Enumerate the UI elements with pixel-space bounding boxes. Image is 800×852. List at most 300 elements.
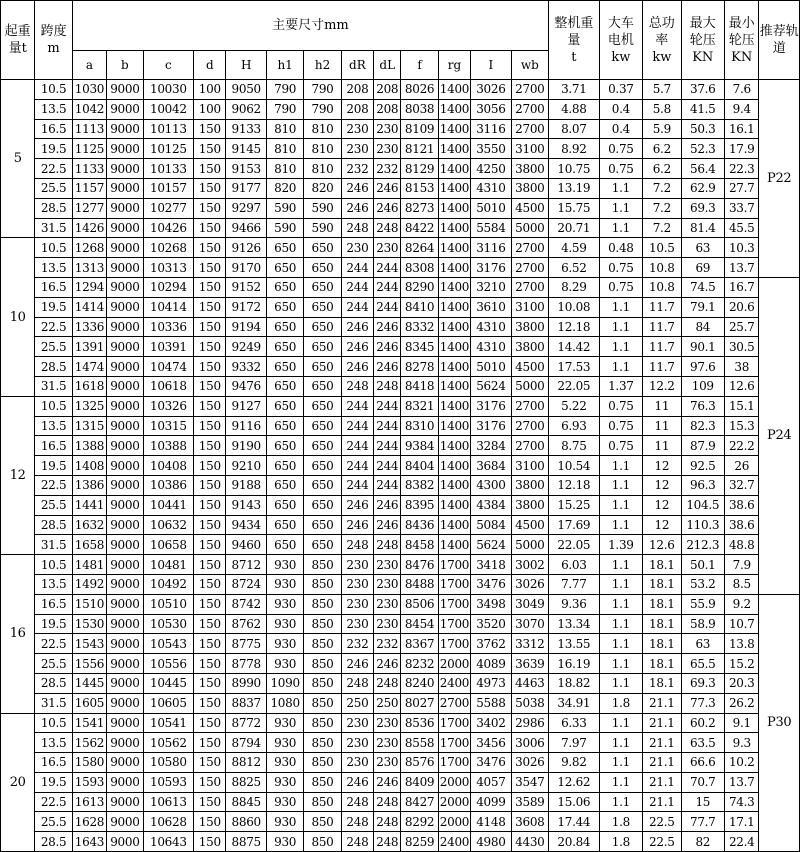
- table-cell: 30.5: [725, 337, 759, 357]
- table-row: [1, 277, 800, 297]
- table-cell: 1.1: [599, 515, 642, 535]
- table-cell: 1.1: [599, 198, 642, 218]
- table-cell: 7.97: [549, 733, 600, 753]
- table-cell: 1388: [72, 436, 106, 456]
- table-cell: 26.2: [725, 693, 759, 713]
- table-cell: 10.5: [643, 238, 681, 258]
- table-cell: 9126: [226, 238, 266, 258]
- table-cell: 22.4: [725, 832, 759, 852]
- col-header-motor: [599, 1, 642, 80]
- table-cell: 650: [266, 258, 303, 278]
- table-cell: 246: [374, 515, 401, 535]
- table-cell: 8332: [401, 317, 438, 337]
- capacity-cell: 12: [1, 396, 35, 554]
- table-cell: 18.82: [549, 673, 600, 693]
- table-cell: 1.1: [599, 654, 642, 674]
- table-cell: 650: [266, 297, 303, 317]
- table-cell: 1530: [72, 614, 106, 634]
- table-cell: 246: [341, 654, 373, 674]
- table-cell: 22.5: [643, 812, 681, 832]
- table-cell: 10605: [143, 693, 194, 713]
- table-cell: 0.75: [599, 159, 642, 179]
- table-cell: 248: [341, 218, 373, 238]
- table-cell: 1400: [438, 277, 470, 297]
- table-cell: 150: [194, 139, 226, 159]
- table-cell: 930: [266, 654, 303, 674]
- table-cell: 9000: [107, 436, 143, 456]
- sub-header-a: a: [72, 51, 106, 80]
- table-cell: 10658: [143, 535, 194, 555]
- table-body: [1, 80, 800, 852]
- table-cell: 87.9: [681, 436, 724, 456]
- table-cell: 650: [304, 238, 341, 258]
- table-cell: 1113: [72, 119, 106, 139]
- table-cell: 3550: [471, 139, 511, 159]
- table-cell: 150: [194, 555, 226, 575]
- table-cell: 1580: [72, 753, 106, 773]
- table-cell: 1400: [438, 119, 470, 139]
- table-cell: 109: [681, 376, 724, 396]
- table-cell: 150: [194, 654, 226, 674]
- table-cell: 244: [374, 297, 401, 317]
- table-cell: 810: [266, 119, 303, 139]
- table-cell: 74.5: [681, 277, 724, 297]
- table-cell: 1492: [72, 574, 106, 594]
- col-header-span: [35, 1, 72, 80]
- table-cell: 22.5: [643, 832, 681, 852]
- table-cell: 1618: [72, 376, 106, 396]
- table-cell: 8240: [401, 673, 438, 693]
- table-cell: 248: [374, 792, 401, 812]
- table-cell: 11: [643, 416, 681, 436]
- table-cell: 230: [341, 614, 373, 634]
- table-row: [1, 456, 800, 476]
- table-cell: 10.5: [35, 80, 72, 100]
- table-cell: 150: [194, 396, 226, 416]
- table-cell: 150: [194, 475, 226, 495]
- table-cell: 2700: [511, 238, 548, 258]
- table-cell: 230: [341, 238, 373, 258]
- table-cell: 8026: [401, 80, 438, 100]
- table-cell: 8845: [226, 792, 266, 812]
- table-cell: 650: [304, 436, 341, 456]
- table-cell: 3800: [511, 159, 548, 179]
- table-cell: 28.5: [35, 357, 72, 377]
- table-cell: 5.8: [643, 99, 681, 119]
- table-cell: 22.5: [35, 634, 72, 654]
- table-cell: 3100: [511, 297, 548, 317]
- table-cell: 18.1: [643, 673, 681, 693]
- table-row: [1, 198, 800, 218]
- table-cell: 0.75: [599, 436, 642, 456]
- table-cell: 8129: [401, 159, 438, 179]
- table-cell: 810: [266, 139, 303, 159]
- table-cell: 1628: [72, 812, 106, 832]
- table-cell: 13.5: [35, 574, 72, 594]
- capacity-cell: 16: [1, 555, 35, 713]
- table-cell: 2700: [511, 416, 548, 436]
- table-cell: 930: [266, 792, 303, 812]
- table-cell: 11.7: [643, 337, 681, 357]
- table-cell: 208: [374, 99, 401, 119]
- table-cell: 1400: [438, 416, 470, 436]
- table-cell: 8772: [226, 713, 266, 733]
- table-cell: 8027: [401, 693, 438, 713]
- table-cell: 930: [266, 832, 303, 852]
- table-cell: 9000: [107, 139, 143, 159]
- table-cell: 63: [681, 634, 724, 654]
- table-cell: 230: [374, 555, 401, 575]
- table-cell: 650: [266, 238, 303, 258]
- table-cell: 16.5: [35, 436, 72, 456]
- table-cell: 10474: [143, 357, 194, 377]
- table-cell: 8395: [401, 495, 438, 515]
- table-cell: 26: [725, 456, 759, 476]
- table-cell: 930: [266, 733, 303, 753]
- table-cell: 4500: [511, 198, 548, 218]
- table-cell: 150: [194, 159, 226, 179]
- table-cell: 45.5: [725, 218, 759, 238]
- table-cell: 1.1: [599, 713, 642, 733]
- table-cell: 1556: [72, 654, 106, 674]
- table-cell: 13.34: [549, 614, 600, 634]
- table-cell: 22.3: [725, 159, 759, 179]
- table-cell: 2400: [438, 673, 470, 693]
- table-cell: 0.75: [599, 139, 642, 159]
- table-cell: 250: [341, 693, 373, 713]
- table-cell: 930: [266, 713, 303, 733]
- table-cell: 9000: [107, 416, 143, 436]
- table-cell: 10613: [143, 792, 194, 812]
- table-cell: 246: [374, 198, 401, 218]
- power-label: 总功率: [648, 15, 675, 48]
- table-cell: 12.18: [549, 317, 600, 337]
- table-cell: 9177: [226, 178, 266, 198]
- min-wheel-unit: KN: [731, 49, 753, 65]
- table-cell: 248: [374, 535, 401, 555]
- table-cell: 74.3: [725, 792, 759, 812]
- table-cell: 1658: [72, 535, 106, 555]
- table-cell: 1386: [72, 475, 106, 495]
- table-cell: 1593: [72, 772, 106, 792]
- table-cell: 10268: [143, 238, 194, 258]
- table-row: [1, 713, 800, 733]
- table-cell: 650: [304, 277, 341, 297]
- table-row: [1, 535, 800, 555]
- table-cell: 3684: [471, 456, 511, 476]
- table-cell: 8875: [226, 832, 266, 852]
- table-cell: 650: [304, 337, 341, 357]
- table-cell: 0.4: [599, 99, 642, 119]
- table-cell: 1400: [438, 535, 470, 555]
- table-cell: 10562: [143, 733, 194, 753]
- table-cell: 8724: [226, 574, 266, 594]
- table-cell: 9000: [107, 357, 143, 377]
- table-cell: 6.2: [643, 139, 681, 159]
- table-cell: 3800: [511, 475, 548, 495]
- table-cell: 82.3: [681, 416, 724, 436]
- table-cell: 8436: [401, 515, 438, 535]
- table-cell: 1.1: [599, 218, 642, 238]
- table-cell: 13.55: [549, 634, 600, 654]
- table-cell: 9000: [107, 634, 143, 654]
- table-cell: 15.25: [549, 495, 600, 515]
- table-cell: 790: [304, 80, 341, 100]
- table-cell: 650: [266, 337, 303, 357]
- table-cell: 244: [374, 456, 401, 476]
- table-cell: 76.3: [681, 396, 724, 416]
- table-row: [1, 119, 800, 139]
- table-cell: 21.1: [643, 792, 681, 812]
- table-row: [1, 515, 800, 535]
- table-cell: 4310: [471, 178, 511, 198]
- table-cell: 9152: [226, 277, 266, 297]
- table-cell: 1400: [438, 80, 470, 100]
- table-cell: 650: [304, 456, 341, 476]
- table-cell: 3176: [471, 396, 511, 416]
- table-cell: 3.71: [549, 80, 600, 100]
- table-cell: 15.3: [725, 416, 759, 436]
- table-cell: 18.1: [643, 555, 681, 575]
- table-cell: 8558: [401, 733, 438, 753]
- table-cell: 248: [341, 832, 373, 852]
- table-cell: 22.5: [35, 317, 72, 337]
- table-cell: 10593: [143, 772, 194, 792]
- table-row: [1, 574, 800, 594]
- table-cell: 4250: [471, 159, 511, 179]
- table-cell: 8506: [401, 594, 438, 614]
- table-cell: 22.05: [549, 535, 600, 555]
- table-cell: 1268: [72, 238, 106, 258]
- table-cell: 1400: [438, 258, 470, 278]
- table-cell: 232: [374, 159, 401, 179]
- table-cell: 12: [643, 475, 681, 495]
- table-cell: 9143: [226, 495, 266, 515]
- table-cell: 1700: [438, 733, 470, 753]
- table-cell: 930: [266, 614, 303, 634]
- table-cell: 9000: [107, 178, 143, 198]
- table-cell: 3498: [471, 594, 511, 614]
- table-cell: 38: [725, 357, 759, 377]
- table-cell: 100: [194, 99, 226, 119]
- table-cell: 150: [194, 297, 226, 317]
- header-row-top: [1, 1, 800, 51]
- table-cell: 650: [304, 357, 341, 377]
- table-cell: 25.5: [35, 495, 72, 515]
- table-cell: 10386: [143, 475, 194, 495]
- table-cell: 650: [304, 396, 341, 416]
- table-cell: 1325: [72, 396, 106, 416]
- table-cell: 2700: [511, 396, 548, 416]
- table-cell: 1.1: [599, 634, 642, 654]
- table-cell: 5624: [471, 535, 511, 555]
- table-cell: 1400: [438, 99, 470, 119]
- table-cell: 9000: [107, 594, 143, 614]
- table-cell: 2700: [511, 80, 548, 100]
- table-cell: 810: [266, 159, 303, 179]
- table-row: [1, 416, 800, 436]
- table-row: [1, 218, 800, 238]
- table-cell: 650: [266, 416, 303, 436]
- table-row: [1, 792, 800, 812]
- table-cell: 1605: [72, 693, 106, 713]
- table-cell: 650: [266, 535, 303, 555]
- table-cell: 10.8: [643, 258, 681, 278]
- table-cell: 1700: [438, 753, 470, 773]
- table-cell: 31.5: [35, 693, 72, 713]
- table-cell: 246: [374, 495, 401, 515]
- table-row: [1, 337, 800, 357]
- table-cell: 25.7: [725, 317, 759, 337]
- table-cell: 790: [266, 99, 303, 119]
- table-row: [1, 436, 800, 456]
- table-cell: 10632: [143, 515, 194, 535]
- table-cell: 244: [341, 297, 373, 317]
- table-cell: 9000: [107, 376, 143, 396]
- table-cell: 5588: [471, 693, 511, 713]
- table-cell: 3026: [511, 574, 548, 594]
- table-cell: 590: [266, 218, 303, 238]
- table-cell: 850: [304, 772, 341, 792]
- table-cell: 15.06: [549, 792, 600, 812]
- table-cell: 25.5: [35, 337, 72, 357]
- col-header-rail: 推荐轨道: [759, 1, 800, 80]
- table-cell: 850: [304, 733, 341, 753]
- table-cell: 14.42: [549, 337, 600, 357]
- table-cell: 18.1: [643, 614, 681, 634]
- table-cell: 10391: [143, 337, 194, 357]
- table-cell: 15.75: [549, 198, 600, 218]
- table-cell: 1543: [72, 634, 106, 654]
- table-cell: 150: [194, 456, 226, 476]
- table-cell: 150: [194, 634, 226, 654]
- table-cell: 10326: [143, 396, 194, 416]
- table-cell: 19.5: [35, 456, 72, 476]
- table-cell: 244: [341, 416, 373, 436]
- table-cell: 3002: [511, 555, 548, 575]
- table-cell: 9.36: [549, 594, 600, 614]
- table-cell: 11.7: [643, 297, 681, 317]
- table-cell: 16.5: [35, 594, 72, 614]
- table-cell: 248: [374, 812, 401, 832]
- table-cell: 16.1: [725, 119, 759, 139]
- table-cell: 1613: [72, 792, 106, 812]
- table-cell: 150: [194, 317, 226, 337]
- table-cell: 9000: [107, 475, 143, 495]
- table-cell: 9000: [107, 772, 143, 792]
- table-cell: 850: [304, 614, 341, 634]
- table-cell: 244: [374, 416, 401, 436]
- table-cell: 150: [194, 258, 226, 278]
- table-cell: 150: [194, 337, 226, 357]
- table-cell: 650: [266, 475, 303, 495]
- table-cell: 9000: [107, 574, 143, 594]
- table-cell: 650: [266, 396, 303, 416]
- table-cell: 63: [681, 238, 724, 258]
- motor-unit: kw: [611, 49, 631, 65]
- table-cell: 1042: [72, 99, 106, 119]
- table-cell: 1700: [438, 594, 470, 614]
- table-cell: 1125: [72, 139, 106, 159]
- table-cell: 8.5: [725, 574, 759, 594]
- table-cell: 7.2: [643, 178, 681, 198]
- table-cell: 10441: [143, 495, 194, 515]
- table-cell: 4430: [511, 832, 548, 852]
- table-cell: 930: [266, 753, 303, 773]
- table-cell: 62.9: [681, 178, 724, 198]
- table-cell: 70.7: [681, 772, 724, 792]
- table-cell: 9170: [226, 258, 266, 278]
- table-row: [1, 178, 800, 198]
- table-cell: 9000: [107, 317, 143, 337]
- table-cell: 232: [374, 634, 401, 654]
- table-cell: 1.1: [599, 555, 642, 575]
- table-cell: 7.9: [725, 555, 759, 575]
- table-cell: 17.53: [549, 357, 600, 377]
- table-cell: 230: [341, 119, 373, 139]
- table-cell: 150: [194, 594, 226, 614]
- table-cell: 13.7: [725, 258, 759, 278]
- table-cell: 208: [374, 80, 401, 100]
- table-cell: 230: [341, 594, 373, 614]
- table-cell: 22.05: [549, 376, 600, 396]
- table-cell: 81.4: [681, 218, 724, 238]
- table-cell: 10.5: [35, 555, 72, 575]
- table-cell: 1426: [72, 218, 106, 238]
- table-cell: 9000: [107, 258, 143, 278]
- table-cell: 246: [341, 337, 373, 357]
- table-cell: 25.5: [35, 178, 72, 198]
- table-cell: 3100: [511, 456, 548, 476]
- table-cell: 150: [194, 832, 226, 852]
- table-cell: 20.71: [549, 218, 600, 238]
- table-cell: 10628: [143, 812, 194, 832]
- table-cell: 4300: [471, 475, 511, 495]
- table-cell: 3026: [471, 80, 511, 100]
- table-row: [1, 753, 800, 773]
- table-cell: 1400: [438, 159, 470, 179]
- table-cell: 21.1: [643, 693, 681, 713]
- table-cell: 5010: [471, 198, 511, 218]
- table-cell: 12: [643, 495, 681, 515]
- table-cell: 1400: [438, 456, 470, 476]
- table-cell: 1.1: [599, 772, 642, 792]
- table-row: [1, 258, 800, 278]
- table-cell: 8310: [401, 416, 438, 436]
- table-cell: 2700: [511, 99, 548, 119]
- table-cell: 13.19: [549, 178, 600, 198]
- table-cell: 8.07: [549, 119, 600, 139]
- table-cell: 100: [194, 80, 226, 100]
- table-cell: 9000: [107, 555, 143, 575]
- sub-header-f: f: [401, 51, 438, 80]
- table-cell: 3520: [471, 614, 511, 634]
- table-cell: 12.6: [725, 376, 759, 396]
- table-cell: 150: [194, 515, 226, 535]
- table-row: [1, 99, 800, 119]
- table-cell: 244: [374, 277, 401, 297]
- table-cell: 10.8: [643, 277, 681, 297]
- table-cell: 850: [304, 713, 341, 733]
- table-cell: 790: [266, 80, 303, 100]
- table-cell: 8990: [226, 673, 266, 693]
- table-cell: 246: [374, 654, 401, 674]
- col-header-main-dims: 主要尺寸mm: [72, 1, 548, 51]
- table-row: [1, 614, 800, 634]
- table-cell: 150: [194, 535, 226, 555]
- table-cell: 38.6: [725, 515, 759, 535]
- table-cell: 820: [266, 178, 303, 198]
